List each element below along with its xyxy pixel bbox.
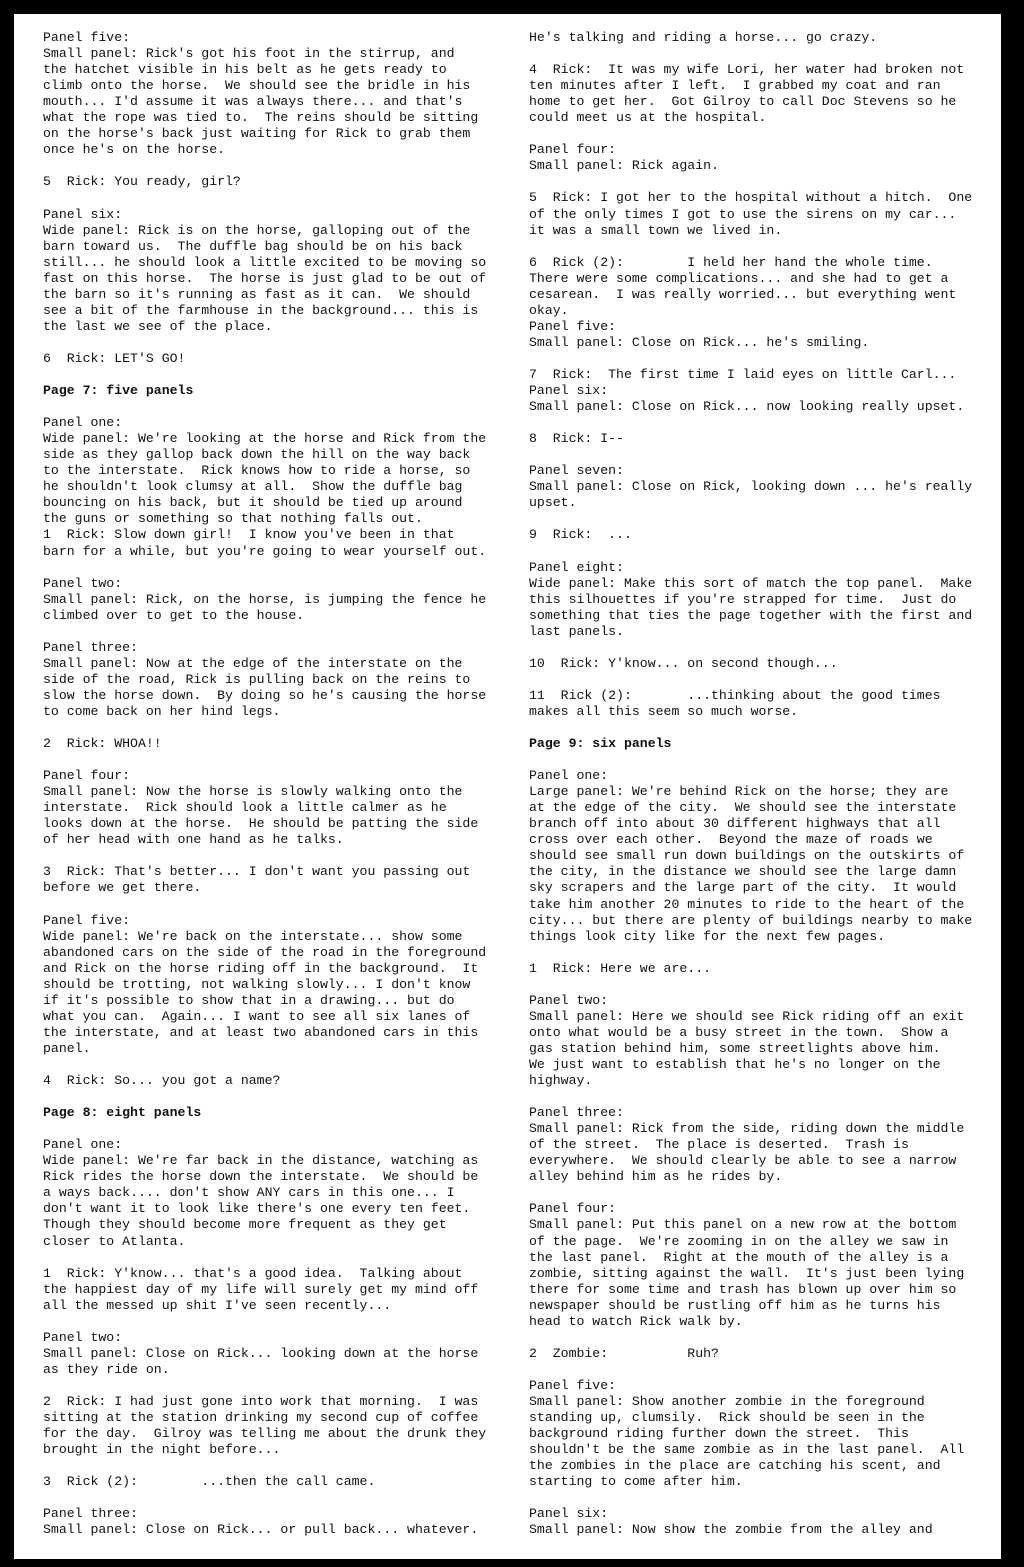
script-line: the barn so it's running as fast as it can. We should (43, 286, 471, 302)
script-line: the guns or something so that nothing falls out. (43, 511, 423, 527)
script-line: Wide panel: Rick is on the horse, galloping out of the (43, 222, 471, 238)
script-line: cesarean. I was really worried... but everything went (529, 286, 957, 302)
script-line: 1 Rick: Here we are... (529, 960, 712, 976)
script-line: of her head with one hand as he talks. (43, 832, 344, 848)
script-line: side of the road, Rick is pulling back on the reins to (43, 671, 471, 687)
script-line: Small panel: Close on Rick, looking down ... he's really (529, 479, 973, 495)
script-line: Panel two: (43, 1329, 123, 1345)
script-line: Panel four: (529, 142, 617, 158)
script-line: head to watch Rick walk by. (529, 1313, 743, 1329)
script-line: Panel one: (43, 415, 123, 431)
script-line: the happiest day of my life will surely get my mind off (43, 1281, 479, 1297)
script-line: at the edge of the city. We should see the interstate (529, 800, 957, 816)
script-line: Small panel: Now at the edge of the interstate on the (43, 655, 463, 671)
script-line: 11 Rick (2): ...thinking about the good times (529, 687, 941, 703)
script-line (43, 335, 513, 351)
script-line: 3 Rick: That's better... I don't want you passing out (43, 864, 471, 880)
script-line: Wide panel: We're back on the interstate... show some (43, 928, 463, 944)
script-line (43, 720, 513, 736)
script-line: see a bit of the farmhouse in the background... this is (43, 302, 479, 318)
script-line: things look city like for the next few pages. (529, 928, 886, 944)
script-line: cross over each other. Beyond the maze of roads we (529, 832, 933, 848)
script-line: Panel four: (43, 768, 131, 784)
script-line (529, 511, 999, 527)
script-line: zombie, sitting against the wall. It's just been lying (529, 1265, 965, 1281)
page-heading: Page 9: six panels (529, 736, 672, 752)
script-line: Small panel: Now the horse is slowly walking onto the (43, 784, 463, 800)
script-line: slow the horse down. By doing so he's causing the horse (43, 687, 487, 703)
script-line: Small panel: Rick from the side, riding down the middle (529, 1121, 965, 1137)
script-line: looks down at the horse. He should be patting the side (43, 816, 479, 832)
script-line: fast on this horse. The horse is just glad to be out of (43, 270, 487, 286)
script-line: 4 Rick: So... you got a name? (43, 1073, 281, 1089)
script-line: 3 Rick (2): ...then the call came. (43, 1474, 376, 1490)
script-line: of the only times I got to use the sirens on my car... (529, 206, 957, 222)
script-line: if it's possible to show that in a drawing... but do (43, 992, 455, 1008)
script-line: Panel six: (529, 383, 609, 399)
script-line: it was a small town we lived in. (529, 222, 783, 238)
script-line: he shouldn't look clumsy at all. Show the duffle bag (43, 479, 463, 495)
script-line: once he's on the horse. (43, 142, 226, 158)
script-line: okay. (529, 302, 569, 318)
script-line: Small panel: Rick, on the horse, is jumping the fence he (43, 591, 487, 607)
script-line: the city, in the distance we should see the large damn (529, 864, 957, 880)
script-line: 8 Rick: I-- (529, 431, 624, 447)
script-line: Panel five: (43, 912, 131, 928)
script-line: everywhere. We should clearly be able to see a narrow (529, 1153, 957, 1169)
script-line: Panel five: (529, 1377, 617, 1393)
script-line: 2 Rick: WHOA!! (43, 736, 162, 752)
script-line: still... he should look a little excited to be moving so (43, 254, 487, 270)
script-line (43, 1089, 513, 1105)
script-line: Wide panel: We're far back in the distance, watching as (43, 1153, 479, 1169)
script-line: of the page. We're zooming in on the alley we saw in (529, 1233, 949, 1249)
script-line: there for some time and trash has blown up over him so (529, 1281, 957, 1297)
script-line: Panel one: (43, 1137, 123, 1153)
script-line (43, 190, 513, 206)
script-line: sky scrapers and the large part of the city. It would (529, 880, 957, 896)
script-line: what the rope was tied to. The reins should be sitting (43, 110, 479, 126)
script-line (43, 399, 513, 415)
script-line (43, 1250, 513, 1266)
script-line (529, 1490, 999, 1506)
script-line: last panels. (529, 623, 624, 639)
script-line: panel. (43, 1040, 91, 1056)
script-line (529, 977, 999, 993)
script-line: Wide panel: We're looking at the horse and Rick from the (43, 431, 487, 447)
script-line: city... but there are plenty of buildings nearby to make (529, 912, 973, 928)
script-line: Small panel: Close on Rick... he's smiling. (529, 334, 870, 350)
script-line: 2 Zombie: Ruh? (529, 1345, 719, 1361)
script-line: 6 Rick (2): I held her hand the whole time. (529, 254, 933, 270)
left-column (43, 30, 513, 1538)
script-line: We just want to establish that he's no longer on the (529, 1057, 941, 1072)
script-line: Panel two: (43, 575, 123, 591)
script-line: Small panel: Put this panel on a new row at the bottom (529, 1217, 957, 1233)
script-line: take him another 20 minutes to ride to the heart of the (529, 896, 965, 912)
script-line: Panel three: (529, 1105, 624, 1121)
script-line: and Rick on the horse riding off in the background. It (43, 960, 479, 976)
script-line: Panel four: (529, 1201, 617, 1217)
script-line: He's talking and riding a horse... go crazy. (529, 30, 878, 45)
script-line: to the interstate. Rick knows how to ride a horse, so (43, 463, 471, 479)
script-line: a ways back.... don't show ANY cars in this one... I (43, 1185, 455, 1201)
script-line: home to get her. Got Gilroy to call Doc Stevens so he (529, 94, 957, 110)
script-line: to come back on her hind legs. (43, 703, 281, 719)
right-column (529, 30, 999, 1538)
script-line: Panel six: (43, 206, 123, 222)
script-line: what you can. Again... I want to see all six lanes of (43, 1008, 471, 1024)
script-line: 10 Rick: Y'know... on second though... (529, 655, 838, 671)
script-line: upset. (529, 495, 577, 511)
script-line: newspaper should be rustling off him as he turns his (529, 1297, 941, 1313)
page-heading: Page 7: five panels (43, 383, 194, 399)
script-line (529, 174, 999, 190)
script-line (43, 1458, 513, 1474)
script-line: of the street. The place is deserted. Trash is (529, 1137, 909, 1153)
script-line: standing up, clumsily. Rick should be seen in the (529, 1410, 925, 1426)
script-line: 7 Rick: The first time I laid eyes on little Carl... (529, 366, 957, 382)
script-line (43, 897, 513, 913)
script-line: There were some complications... and she had to get a (529, 270, 949, 286)
script-line: abandoned cars on the side of the road in the foreground (43, 944, 487, 960)
script-line: Small panel: Now show the zombie from the alley and (529, 1522, 933, 1538)
script-line: before we get there. (43, 880, 202, 896)
script-line: the last we see of the place. (43, 318, 273, 334)
script-line (43, 624, 513, 640)
script-line (43, 560, 513, 576)
script-line: Panel seven: (529, 463, 624, 479)
script-line: Panel five: (529, 318, 617, 334)
script-line: Panel three: (43, 1506, 138, 1522)
script-line: ten minutes after I left. I grabbed my coat and ran (529, 78, 941, 94)
script-line (529, 351, 999, 367)
script-line (529, 752, 999, 768)
script-line: closer to Atlanta. (43, 1233, 186, 1249)
script-line: Panel three: (43, 639, 138, 655)
script-line: 1 Rick: Slow down girl! I know you've been in that (43, 527, 455, 543)
script-line: barn for a while, but you're going to wear yourself out. (43, 543, 487, 559)
page-heading: Page 8: eight panels (43, 1105, 202, 1121)
script-line (43, 367, 513, 383)
script-line: Small panel: Show another zombie in the foreground (529, 1393, 925, 1409)
script-line (529, 1362, 999, 1378)
script-line: Panel eight: (529, 559, 624, 575)
script-line (43, 1121, 513, 1137)
script-line: as they ride on. (43, 1361, 170, 1377)
script-line (529, 126, 999, 142)
script-line: Panel six: (529, 1506, 609, 1522)
script-line (43, 1378, 513, 1394)
script-line (529, 672, 999, 688)
script-line: Rick rides the horse down the interstate. We should be (43, 1169, 479, 1185)
script-line: branch off into about 30 different highways that all (529, 816, 941, 832)
script-line: interstate. Rick should look a little calmer as he (43, 800, 447, 816)
script-line: Panel one: (529, 768, 609, 784)
script-line: Panel two: (529, 992, 609, 1008)
script-line: Small panel: Here we should see Rick riding off an exit (529, 1008, 965, 1024)
script-line (529, 544, 999, 560)
script-line (529, 1185, 999, 1201)
script-page (14, 14, 1001, 1559)
script-line: climb onto the horse. We should see the bridle in his (43, 78, 471, 94)
script-line (529, 46, 999, 62)
script-line: 5 Rick: You ready, girl? (43, 174, 241, 190)
script-line (43, 848, 513, 864)
script-line: this silhouettes if you're strapped for time. Just do (529, 591, 957, 607)
script-line: Though they should become more frequent as they get (43, 1217, 447, 1233)
script-line: alley behind him as he rides by. (529, 1169, 783, 1185)
script-line: Small panel: Rick's got his foot in the stirrup, and (43, 46, 455, 62)
script-line: on the horse's back just waiting for Rick to grab them (43, 126, 471, 142)
script-line: starting to come after him. (529, 1474, 743, 1490)
script-line: 9 Rick: ... (529, 527, 632, 543)
script-line: gas station behind him, some streetlights above him. (529, 1040, 941, 1056)
script-line (529, 415, 999, 431)
script-line: Small panel: Rick again. (529, 158, 719, 174)
script-line (529, 447, 999, 463)
script-line: 2 Rick: I had just gone into work that morning. I was (43, 1393, 479, 1409)
script-line: brought in the night before... (43, 1442, 281, 1458)
script-line: should be trotting, not walking slowly... I don't know (43, 976, 471, 992)
script-line: Large panel: We're behind Rick on the horse; they are (529, 784, 949, 800)
script-line (529, 640, 999, 656)
script-line: the last panel. Right at the mouth of the alley is a (529, 1249, 949, 1265)
script-line: should see small run down buildings on the outskirts of (529, 848, 965, 864)
script-line: 4 Rick: It was my wife Lori, her water had broken not (529, 62, 965, 78)
script-line (529, 720, 999, 736)
script-line: Small panel: Close on Rick... or pull back... whatever. (43, 1522, 479, 1538)
script-line: could meet us at the hospital. (529, 110, 767, 126)
script-line (43, 158, 513, 174)
script-line: for the day. Gilroy was telling me about the drunk they (43, 1426, 487, 1442)
script-line (529, 1089, 999, 1105)
script-line: Panel five: (43, 30, 131, 45)
script-line (529, 1330, 999, 1346)
script-line: 1 Rick: Y'know... that's a good idea. Talking about (43, 1265, 463, 1281)
script-line (43, 1314, 513, 1330)
script-line: highway. (529, 1073, 593, 1089)
script-line: barn toward us. The duffle bag should be on his back (43, 238, 463, 254)
script-line: onto what would be a busy street in the town. Show a (529, 1024, 949, 1040)
script-line: don't want it to look like there's one every ten feet. (43, 1201, 471, 1217)
script-line: the interstate, and at least two abandoned cars in this (43, 1024, 479, 1040)
script-line: sitting at the station drinking my second cup of coffee (43, 1410, 479, 1426)
script-line: something that ties the page together with the first and (529, 607, 973, 623)
script-line: the hatchet visible in his belt as he gets ready to (43, 62, 447, 78)
script-line: the zombies in the place are catching his scent, and (529, 1458, 941, 1474)
script-line: makes all this seem so much worse. (529, 703, 799, 719)
script-line: Wide panel: Make this sort of match the top panel. Make (529, 575, 973, 591)
script-line (43, 752, 513, 768)
script-line (43, 1057, 513, 1073)
script-line: 6 Rick: LET'S GO! (43, 350, 186, 366)
script-line: bouncing on his back, but it should be tied up around (43, 495, 463, 511)
script-line: side as they gallop back down the hill on the way back (43, 447, 471, 463)
script-line (43, 1490, 513, 1506)
script-line: mouth... I'd assume it was always there... and that's (43, 94, 463, 110)
script-line: all the messed up shit I've seen recently... (43, 1297, 392, 1313)
script-line (529, 945, 999, 961)
script-line: background riding further down the street. This (529, 1426, 909, 1442)
script-line: shouldn't be the same zombie as in the last panel. All (529, 1442, 965, 1458)
script-line: 5 Rick: I got her to the hospital without a hitch. One (529, 190, 973, 206)
script-line (529, 239, 999, 255)
script-line: Small panel: Close on Rick... now looking really upset. (529, 399, 965, 415)
script-line: climbed over to get to the house. (43, 607, 305, 623)
script-line: Small panel: Close on Rick... looking down at the horse (43, 1345, 479, 1361)
